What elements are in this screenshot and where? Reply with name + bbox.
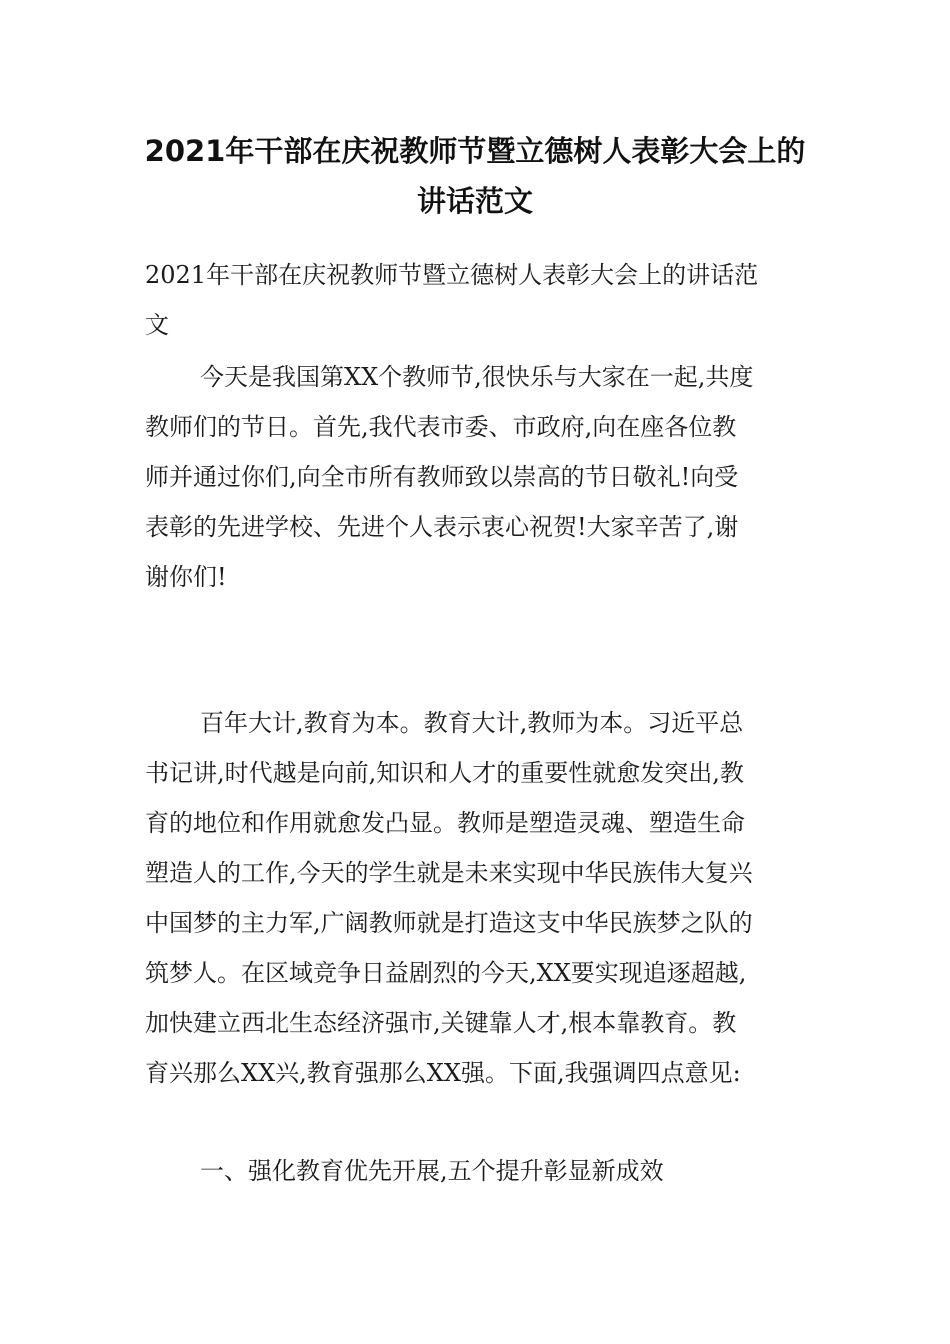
paragraph1-line-1: 今天是我国第XX个教师节,很快乐与大家在一起,共度 — [200, 363, 754, 391]
paragraph1-line-2: 教师们的节日。首先,我代表市委、市政府,向在座各位教 — [145, 413, 737, 441]
document-title-line-2: 讲话范文 — [416, 184, 533, 218]
paragraph1-line-4: 表彰的先进学校、先进个人表示衷心祝贺!大家辛苦了,谢 — [145, 513, 739, 541]
paragraph2-line-3: 育的地位和作用就愈发凸显。教师是塑造灵魂、塑造生命 — [145, 809, 745, 837]
paragraph2-line-1: 百年大计,教育为本。教育大计,教师为本。习近平总 — [200, 709, 744, 737]
paragraph1-line-5: 谢你们! — [145, 563, 227, 591]
section-heading-1: 一、强化教育优先开展,五个提升彰显新成效 — [200, 1157, 664, 1185]
paragraph1-line-3: 师并通过你们,向全市所有教师致以崇高的节日敬礼!向受 — [145, 463, 739, 491]
subtitle-line-2: 文 — [145, 311, 169, 339]
paragraph2-line-4: 塑造人的工作,今天的学生就是未来实现中华民族伟大复兴 — [145, 859, 753, 887]
paragraph2-line-2: 书记讲,时代越是向前,知识和人才的重要性就愈发突出,教 — [145, 759, 744, 787]
subtitle-line-1: 2021年干部在庆祝教师节暨立德树人表彰大会上的讲话范 — [145, 261, 759, 289]
paragraph2-line-8: 育兴那么XX兴,教育强那么XX强。下面,我强调四点意见: — [145, 1059, 741, 1087]
paragraph2-line-6: 筑梦人。在区域竞争日益剧烈的今天,XX要实现追逐超越, — [145, 959, 747, 987]
paragraph2-line-5: 中国梦的主力军,广阔教师就是打造这支中华民族梦之队的 — [145, 909, 753, 937]
paragraph2-line-7: 加快建立西北生态经济强市,关键靠人才,根本靠教育。教 — [145, 1009, 737, 1037]
document-title-line-1: 2021年干部在庆祝教师节暨立德树人表彰大会上的 — [144, 134, 806, 168]
